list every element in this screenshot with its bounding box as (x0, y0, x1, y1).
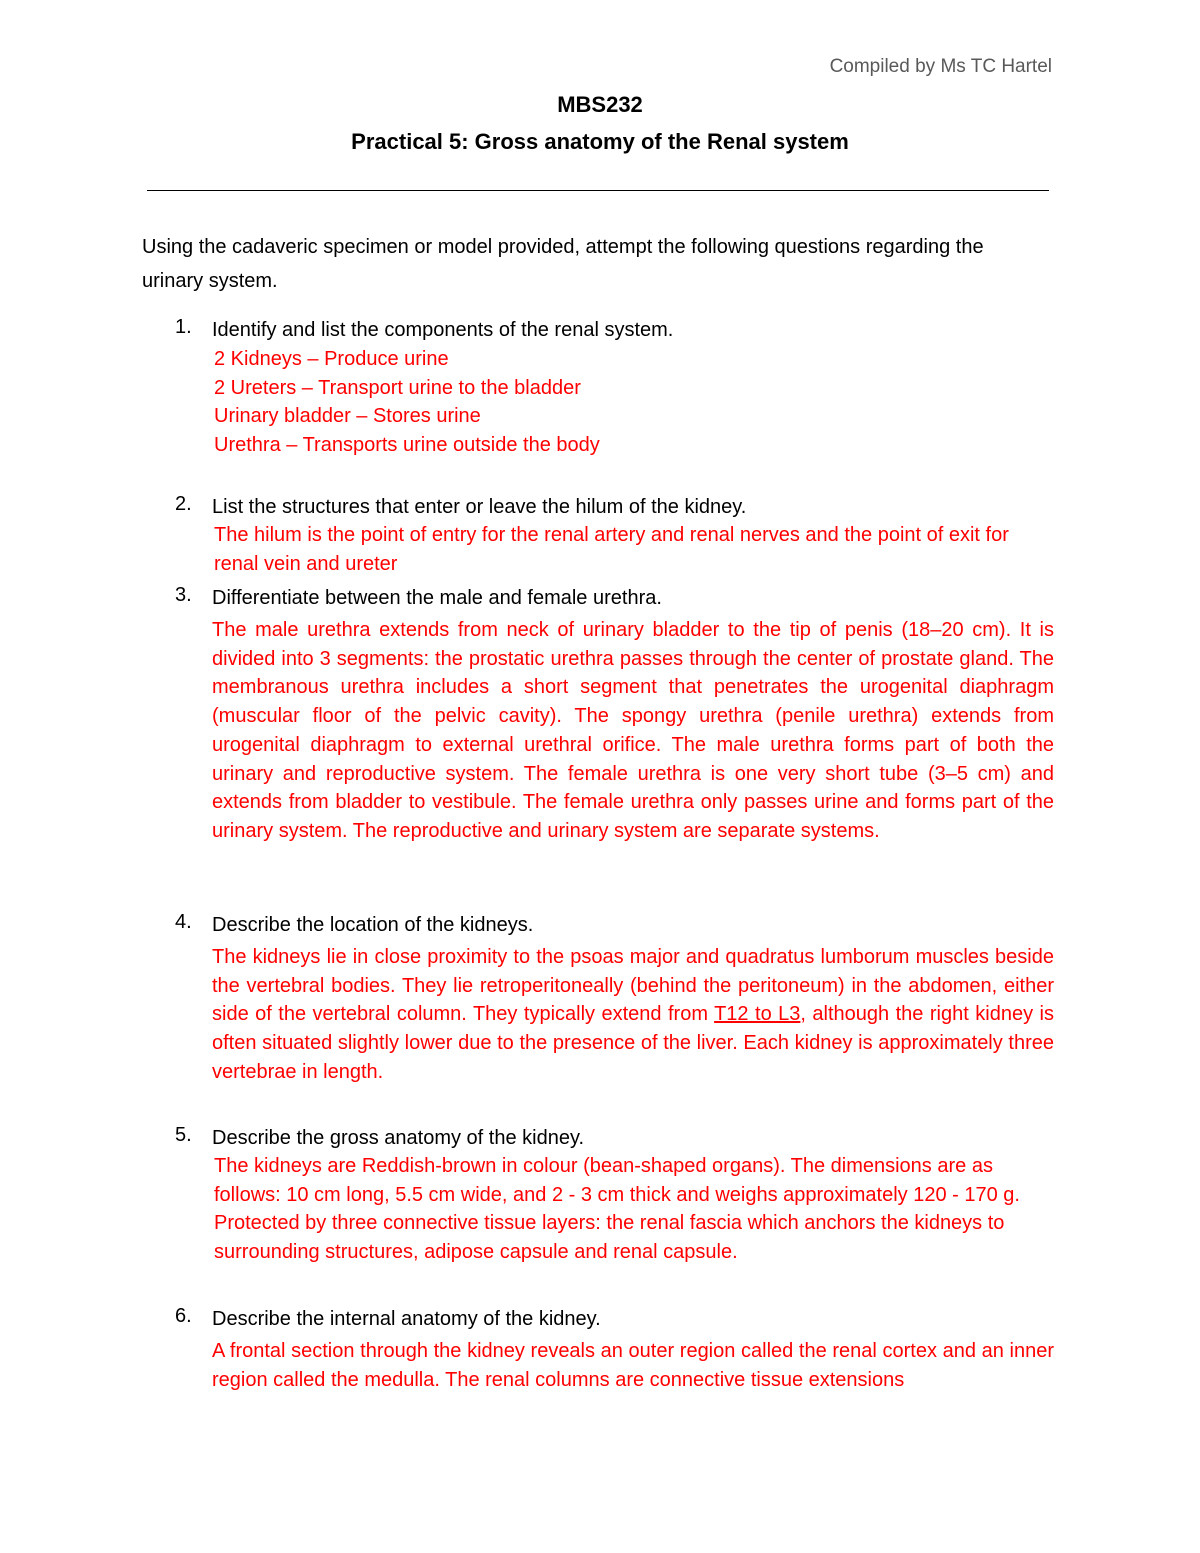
answer-3: The male urethra extends from neck of urinary bladder to the tip of penis (18–20 cm). It is divided into 3 segments: the prostatic urethra passes through the center of prostate gland. The membranous urethra includes a short segment that penetrates the urogenital diaphragm (muscular floor of the pelvic cavity). The spongy urethra (penile urethra) extends from urogenital diaphragm to external urethral orifice. The male urethra forms part of both the urinary and reproductive system. The female urethra is one very short tube (3–5 cm) and extends from bladder to vestibule. The female urethra only passes urine and forms part of the urinary system. The reproductive and urinary system are separate systems. (212, 619, 1054, 842)
question-number: 5. (175, 1124, 192, 1146)
answer-text: The kidneys lie in close proximity to the psoas major and quadratus lumborum muscles beside the vertebral bodies. They lie retroperitoneally (behind the peritoneum) in the abdomen, either side of the vertebral column. They typically extend from (212, 946, 1054, 1026)
title-divider (147, 190, 1049, 191)
intro-paragraph: Using the cadaveric specimen or model provided, attempt the following questions regarding the urinary system. (142, 236, 984, 292)
question-text: Describe the location of the kidneys. (212, 914, 534, 936)
compiled-by-note: Compiled by Ms TC Hartel (829, 56, 1052, 77)
question-text: Describe the gross anatomy of the kidney. (212, 1127, 585, 1149)
answer-4 (212, 943, 1054, 1087)
answer-line: 2 Kidneys – Produce urine (214, 348, 449, 370)
course-code: MBS232 (557, 92, 643, 117)
answer-1 (214, 345, 1056, 460)
question-text: Differentiate between the male and female urethra. (212, 587, 662, 609)
answer-text: , although the right kidney is often situated slightly lower due to the presence of the liver. Each kidney is approximately three vertebrae in length. (212, 1003, 1054, 1083)
answer-2: The hilum is the point of entry for the renal artery and renal nerves and the point of exit for renal vein and ureter (214, 524, 1009, 575)
answer-line: Urinary bladder – Stores urine (214, 405, 481, 428)
question-text: List the structures that enter or leave the hilum of the kidney. (212, 496, 747, 518)
answer-line: 2 Ureters – Transport urine to the bladder (214, 376, 581, 399)
answer-6: A frontal section through the kidney reveals an outer region called the renal cortex and an inner region called the medulla. The renal columns are connective tissue extensions (212, 1340, 1054, 1391)
answer-5: The kidneys are Reddish-brown in colour (bean-shaped organs). The dimensions are as follows: 10 cm long, 5.5 cm wide, and 2 - 3 cm thick and weighs approximately 120 - 170 g. Protected by three connective tissue layers: the renal fascia which anchors the kidneys to surrounding structures, adipose capsule and renal capsule. (214, 1155, 1020, 1264)
page-title: Practical 5: Gross anatomy of the Renal system (351, 129, 849, 154)
question-number: 4. (175, 911, 192, 933)
answer-line: Urethra – Transports urine outside the body (214, 434, 600, 457)
question-number: 1. (175, 316, 192, 338)
vertebral-range-underlined: T12 to L3 (714, 1003, 801, 1026)
question-text: Describe the internal anatomy of the kidney. (212, 1308, 601, 1330)
question-number: 6. (175, 1305, 192, 1327)
question-text: Identify and list the components of the renal system. (212, 319, 674, 341)
question-number: 2. (175, 493, 192, 515)
question-number: 3. (175, 584, 192, 606)
